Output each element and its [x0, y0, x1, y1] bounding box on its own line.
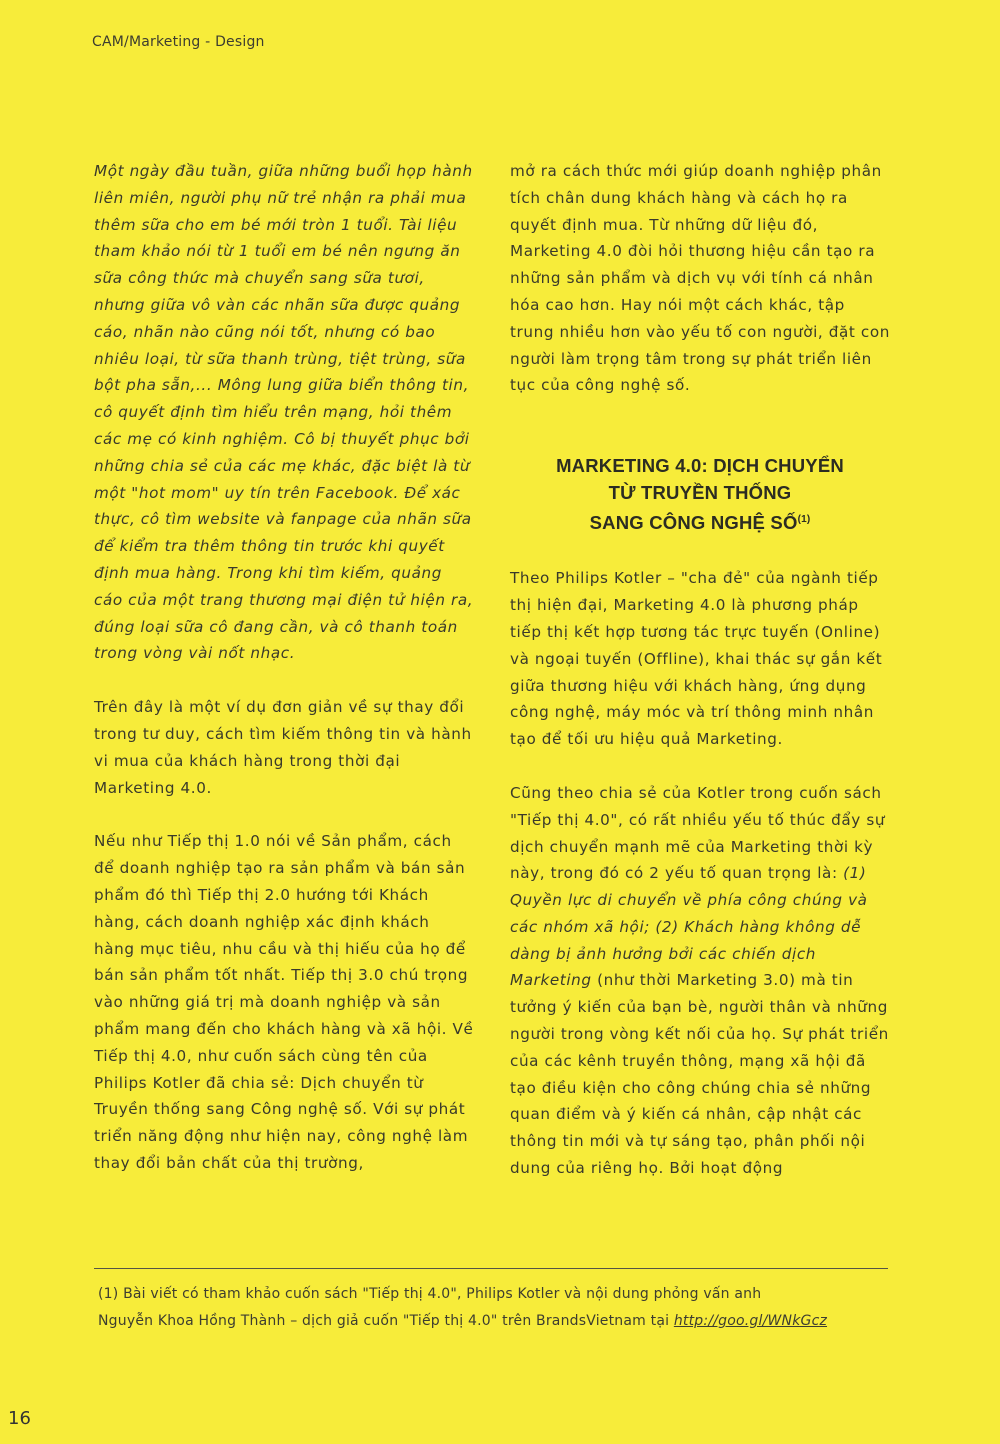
section-heading-line-2: TỪ TRUYỀN THỐNG — [608, 482, 792, 504]
factors-emphasis-text: (1) Quyền lực di chuyển về phía công chúng và các nhóm xã hội; (2) Khách hàng không dễ dàng bị ảnh hưởng bởi các chiến dịch Marketing — [510, 864, 868, 990]
kotler-definition-paragraph: Theo Philips Kotler – "cha đẻ" của ngành tiếp thị hiện đại, Marketing 4.0 là phương pháp tiếp thị kết hợp tương tác trực tuyến (Online) và ngoại tuyến (Offline), khai thác sự gắn kết giữa thương hiệu với khách hàng, ứng dụng công nghệ, máy móc và trí thông minh nhân tạo để tối ưu hiệu quả Marketing. — [510, 569, 883, 749]
footnote-line-2: Nguyễn Khoa Hồng Thành – dịch giả cuốn "Tiếp thị 4.0" trên BrandsVietnam tại — [98, 1313, 674, 1329]
section-heading — [510, 452, 890, 536]
running-header: CAM/Marketing - Design — [92, 34, 265, 50]
page-number: 16 — [8, 1408, 31, 1429]
example-summary-paragraph: Trên đây là một ví dụ đơn giản về sự thay đổi trong tư duy, cách tìm kiếm thông tin và hành vi mua của khách hàng trong thời đại Marketing 4.0. — [94, 698, 472, 797]
right-column — [510, 158, 890, 1182]
footnote-divider — [94, 1268, 888, 1269]
marketing-evolution-paragraph: Nếu như Tiếp thị 1.0 nói về Sản phẩm, cách để doanh nghiệp tạo ra sản phẩm và bán sản phẩm đó thì Tiếp thị 2.0 hướng tới Khách hàng, cách doanh nghiệp xác định khách hàng mục tiêu, nhu cầu và thị hiếu của họ để bán sản phẩm tốt nhất. Tiếp thị 3.0 chú trọng vào những giá trị mà doanh nghiệp và sản phẩm mang đến cho khách hàng và xã hội. Về Tiếp thị 4.0, như cuốn sách cùng tên của Philips Kotler đã chia sẻ: Dịch chuyển từ Truyền thống sang Công nghệ số. Với sự phát triển năng động như hiện nay, công nghệ làm thay đổi bản chất của thị trường, — [94, 832, 474, 1172]
footnote-link[interactable]: http://goo.gl/WNkGcz — [673, 1313, 828, 1329]
factors-continuation-text: (như thời Marketing 3.0) mà tin tưởng ý kiến của bạn bè, người thân và những người trong vòng kết nối của họ. Sự phát triển của các kênh truyền thông, mạng xã hội đã tạo điều kiện cho công chúng chia sẻ những quan điểm và ý kiến cá nhân, cập nhật các thông tin mới và tự sáng tạo, phân phối nội dung của riêng họ. Bởi hoạt động — [510, 971, 889, 1178]
intro-story-paragraph: Một ngày đầu tuần, giữa những buổi họp hành liên miên, người phụ nữ trẻ nhận ra phải mua thêm sữa cho em bé mới tròn 1 tuổi. Tài liệu tham khảo nói từ 1 tuổi em bé nên ngưng ăn sữa công thức mà chuyển sang sữa tươi, nhưng giữa vô vàn các nhãn sữa được quảng cáo, nhãn nào cũng nói tốt, nhưng có bao nhiêu loại, từ sữa thanh trùng, tiệt trùng, sữa bột pha sẵn,... Mông lung giữa biển thông tin, cô quyết định tìm hiểu trên mạng, hỏi thêm các mẹ có kinh nghiệm. Cô bị thuyết phục bởi những chia sẻ của các mẹ khác, đặc biệt là từ một "hot mom" uy tín trên Facebook. Để xác thực, cô tìm website và fanpage của nhãn sữa để kiểm tra thêm thông tin trước khi quyết định mua hàng. Trong khi tìm kiếm, quảng cáo của một trang thương mại điện tử hiện ra, đúng loại sữa cô đang cần, và cô thanh toán trong vòng vài nốt nhạc. — [94, 162, 474, 663]
section-heading-line-1: MARKETING 4.0: DỊCH CHUYỂN — [556, 455, 844, 477]
left-column — [94, 158, 474, 1177]
footnote-reference: (1) — [797, 514, 811, 526]
footnote — [98, 1281, 898, 1335]
continuation-paragraph: mở ra cách thức mới giúp doanh nghiệp phân tích chân dung khách hàng và cách họ ra quyết định mua. Từ những dữ liệu đó, Marketing 4.0 đòi hỏi thương hiệu cần tạo ra những sản phẩm và dịch vụ với tính cá nhân hóa cao hơn. Hay nói một cách khác, tập trung nhiều hơn vào yếu tố con người, đặt con người làm trọng tâm trong sự phát triển liên tục của công nghệ số. — [510, 162, 890, 395]
kotler-factors-paragraph — [510, 780, 890, 1182]
factors-intro-text: Cũng theo chia sẻ của Kotler trong cuốn sách "Tiếp thị 4.0", có rất nhiều yếu tố thúc đẩy sự dịch chuyển mạnh mẽ của Marketing thời kỳ này, trong đó có 2 yếu tố quan trọng là: — [510, 783, 886, 883]
section-heading-line-3: SANG CÔNG NGHỆ SỐ — [589, 512, 798, 534]
footnote-line-1: (1) Bài viết có tham khảo cuốn sách "Tiếp thị 4.0", Philips Kotler và nội dung phỏng vấn anh — [98, 1286, 762, 1302]
